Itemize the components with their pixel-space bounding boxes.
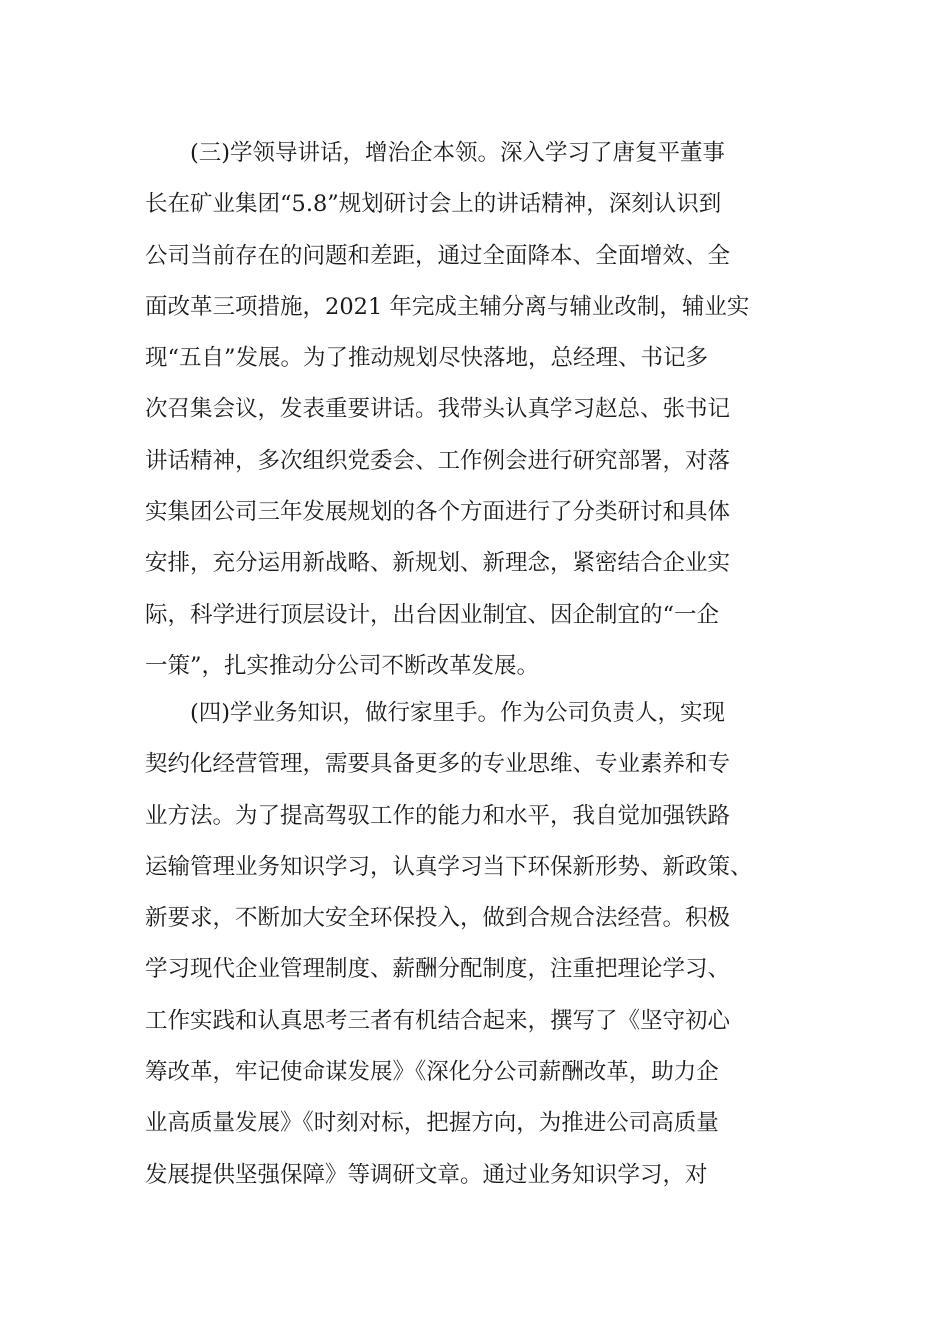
paragraph-line: 运输管理业务知识学习，认真学习当下环保新形势、新政策、 (145, 853, 753, 880)
paragraph-line: 新要求，不断加大安全环保投入，做到合规合法经营。积极 (145, 905, 731, 932)
paragraph-line: 业高质量发展》《时刻对标，把握方向，为推进公司高质量 (145, 1110, 719, 1137)
paragraph-four (145, 688, 805, 1201)
paragraph-line: 现“五自”发展。为了推动规划尽快落地，总经理、书记多 (145, 345, 709, 372)
paragraph-line: 契约化经营管理，需要具备更多的专业思维、专业素养和专 (145, 751, 731, 778)
paragraph-line: 面改革三项措施，2021 年完成主辅分离与辅业改制，辅业实 (145, 293, 750, 320)
paragraph-line: 工作实践和认真思考三者有机结合起来，撰写了《坚守初心 (145, 1007, 731, 1034)
paragraph-line: 次召集会议，发表重要讲话。我带头认真学习赵总、张书记 (145, 396, 731, 423)
paragraph-line: 公司当前存在的问题和差距，通过全面降本、全面增效、全 (145, 242, 731, 269)
paragraph-line: 实集团公司三年发展规划的各个方面进行了分类研讨和具体 (145, 499, 731, 526)
paragraph-line: 业方法。为了提高驾驭工作的能力和水平，我自觉加强铁路 (145, 802, 731, 829)
paragraph-line: (四)学业务知识，做行家里手。作为公司负责人，实现 (190, 700, 726, 726)
paragraph-line: 一策”，扎实推动分公司不断改革发展。 (145, 652, 540, 679)
paragraph-three (145, 128, 805, 692)
paragraph-line: 际，科学进行顶层设计，出台因业制宜、因企制宜的“一企 (145, 601, 720, 628)
paragraph-line: 筹改革，牢记使命谋发展》《深化分公司薪酬改革，助力企 (145, 1059, 719, 1086)
paragraph-line: 长在矿业集团“5.8”规划研讨会上的讲话精神，深刻认识到 (145, 191, 722, 218)
paragraph-line: (三)学领导讲话，增治企本领。深入学习了唐复平董事 (190, 140, 726, 166)
paragraph-line: 安排，充分运用新战略、新规划、新理念，紧密结合企业实 (145, 550, 731, 577)
paragraph-line: 讲话精神，多次组织党委会、工作例会进行研究部署，对落 (145, 447, 731, 474)
paragraph-line: 发展提供坚强保障》等调研文章。通过业务知识学习，对 (145, 1161, 708, 1188)
paragraph-line: 学习现代企业管理制度、薪酬分配制度，注重把理论学习、 (145, 956, 731, 983)
